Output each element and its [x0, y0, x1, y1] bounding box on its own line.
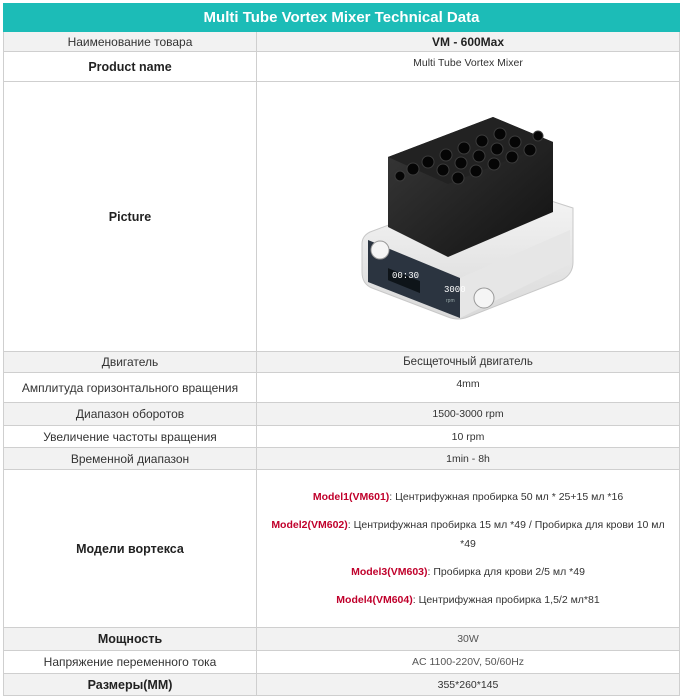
time-range-label: Временной диапазон	[4, 448, 257, 470]
amplitude-value: 4mm	[257, 373, 680, 403]
model-desc: : Центрифужная пробирка 15 мл *49 / Пробирка для крови 10 мл *49	[347, 518, 665, 550]
speed-range-value: 1500-3000 rpm	[257, 403, 680, 426]
speed-step-value: 10 rpm	[257, 426, 680, 448]
product-code-label: Наименование товара	[4, 32, 257, 52]
right-knob-icon	[474, 288, 494, 308]
model-desc: : Центрифужная пробирка 1,5/2 мл*81	[412, 593, 600, 606]
product-code-value: VM - 600Max	[257, 32, 680, 52]
spec-row-voltage	[4, 651, 680, 674]
product-name-label: Product name	[4, 52, 257, 82]
voltage-value: AC 1100-220V, 50/60Hz	[257, 651, 680, 674]
speed-unit-text: rpm	[446, 297, 455, 304]
model-name: Model3(VM603)	[351, 565, 428, 578]
model-item	[271, 488, 665, 507]
spec-table	[3, 3, 680, 696]
amplitude-label: Амплитуда горизонтального вращения	[4, 373, 257, 403]
time-range-value: 1min - 8h	[257, 448, 680, 470]
picture-cell	[257, 82, 680, 352]
vortex-mixer-image	[348, 112, 588, 322]
spec-row-motor	[4, 352, 680, 373]
model-desc: : Центрифужная пробирка 50 мл * 25+15 мл *16	[389, 490, 624, 503]
motor-label: Двигатель	[4, 352, 257, 373]
model-item	[271, 516, 665, 554]
model-name: Model2(VM602)	[271, 518, 348, 531]
product-name-value: Multi Tube Vortex Mixer	[257, 52, 680, 82]
spec-sheet	[3, 3, 680, 696]
speed-display-text: 3000	[444, 284, 466, 295]
spec-row-amplitude	[4, 373, 680, 403]
voltage-label: Напряжение переменного тока	[4, 651, 257, 674]
model-item	[271, 591, 665, 610]
spec-row-power	[4, 628, 680, 651]
speed-step-label: Увеличение частоты вращения	[4, 426, 257, 448]
model-name: Model4(VM604)	[336, 593, 413, 606]
picture-label: Picture	[4, 82, 257, 352]
left-knob-icon	[371, 241, 389, 259]
spec-row-speed-range	[4, 403, 680, 426]
time-display-text: 00:30	[392, 270, 420, 281]
table-title: Multi Tube Vortex Mixer Technical Data	[4, 4, 680, 32]
power-value: 30W	[257, 628, 680, 651]
dimensions-label: Размеры(MM)	[4, 674, 257, 696]
spec-row-picture	[4, 82, 680, 352]
models-label: Модели вортекса	[4, 470, 257, 628]
power-label: Мощность	[4, 628, 257, 651]
dimensions-value: 355*260*145	[257, 674, 680, 696]
spec-row-speed-step	[4, 426, 680, 448]
spec-row-product-name	[4, 52, 680, 82]
models-list	[257, 470, 680, 628]
model-desc: : Пробирка для крови 2/5 мл *49	[427, 565, 585, 578]
table-title-row	[4, 4, 680, 32]
spec-row-time-range	[4, 448, 680, 470]
model-name: Model1(VM601)	[312, 490, 390, 503]
spec-row-models	[4, 470, 680, 628]
speed-range-label: Диапазон оборотов	[4, 403, 257, 426]
motor-value: Бесщеточный двигатель	[257, 352, 680, 373]
spec-row-product-code	[4, 32, 680, 52]
spec-row-dimensions	[4, 674, 680, 696]
model-item	[271, 563, 665, 582]
